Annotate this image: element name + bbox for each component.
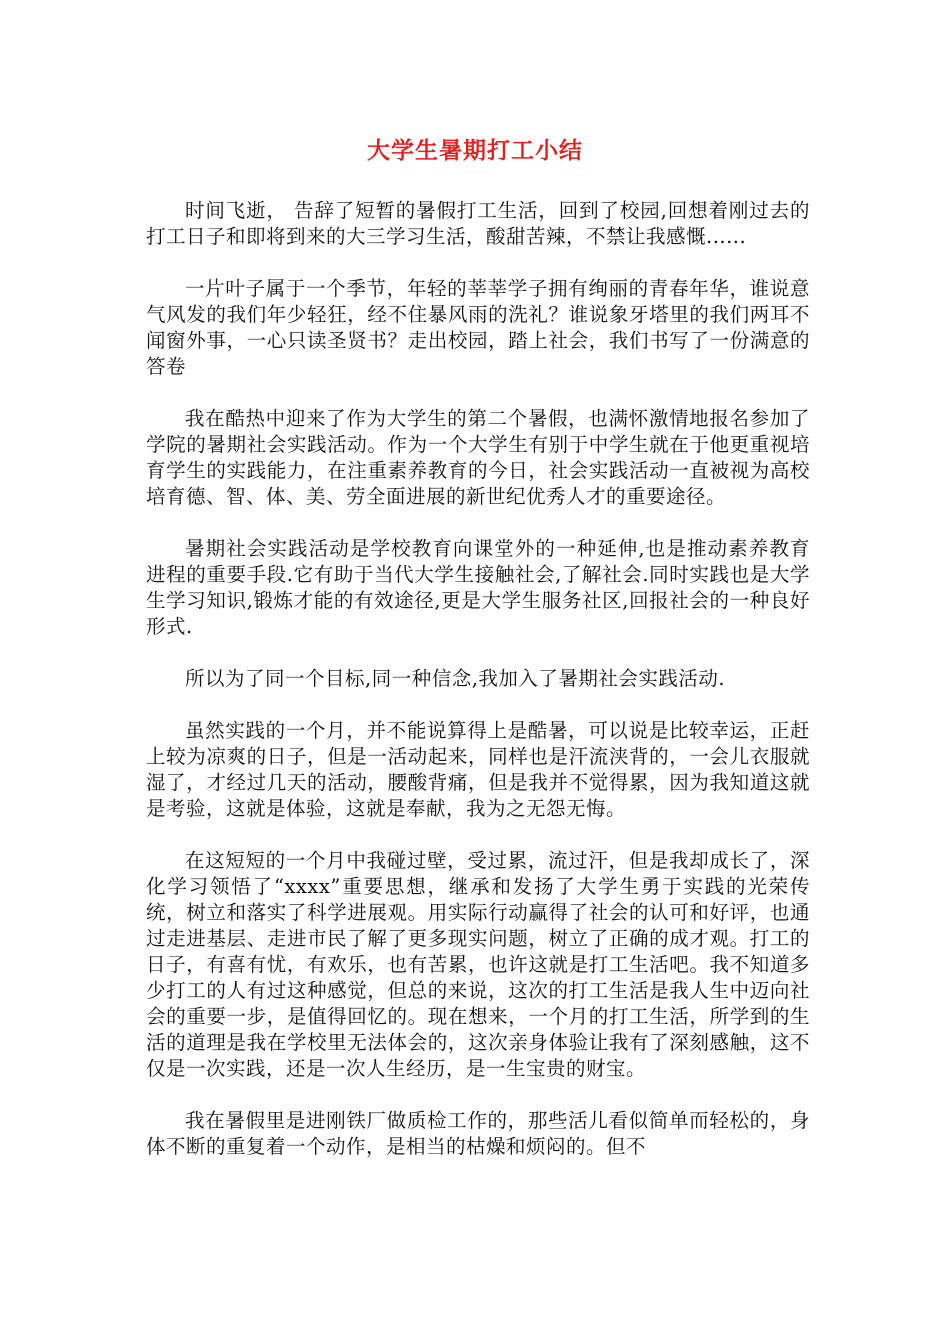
paragraph-5: 所以为了同一个目标,同一种信念,我加入了暑期社会实践活动.: [185, 667, 726, 690]
paragraph-6: 虽然实践的一个月，并不能说算得上是酷暑，可以说是比较幸运，正赶上较为凉爽的日子，但是一活动起来，同样也是汗流浃背的，一会儿衣服就湿了，才经过几天的活动，腰酸背痛，但是我并不觉得累，因为我知道这就是考验，这就是体验，这就是奉献，我为之无怨无悔。: [146, 719, 810, 820]
document-body: [146, 198, 810, 1186]
paragraph-2: 一片叶子属于一个季节，年轻的莘莘学子拥有绚丽的青春年华，谁说意气风发的我们年少轻狂，经不住暴风雨的洗礼？谁说象牙塔里的我们两耳不闻窗外事，一心只读圣贤书？走出校园，踏上社会，我们书写了一份满意的答卷: [146, 277, 810, 378]
paragraph-7: 在这短短的一个月中我碰过壁，受过累，流过汗，但是我却成长了，深化学习领悟了“xxxx”重要思想，继承和发扬了大学生勇于实践的光荣传统，树立和落实了科学进展观。用实际行动赢得了社会的认可和好评，也通过走进基层、走进市民了解了更多现实问题，树立了正确的成才观。打工的日子，有喜有忧，有欢乐，也有苦累，也许这就是打工生活吧。我不知道多少打工的人有过这种感觉，但总的来说，这次的打工生活是我人生中迈向社会的重要一步，是值得回忆的。现在想来，一个月的打工生活，所学到的生活的道理是我在学校里无法体会的，这次亲身体验让我有了深刻感触，这不仅是一次实践，还是一次人生经历，是一生宝贵的财宝。: [146, 849, 810, 1080]
document-title: 大学生暑期打工小结: [367, 138, 583, 164]
paragraph-8: 我在暑假里是进刚铁厂做质检工作的，那些活儿看似简单而轻松的，身体不断的重复着一个动作，是相当的枯燥和烦闷的。但不: [146, 1109, 810, 1158]
paragraph-1: 时间飞逝， 告辞了短暂的暑假打工生活，回到了校园,回想着刚过去的打工日子和即将到来的大三学习生活，酸甜苦辣，不禁让我感慨......: [146, 199, 810, 248]
paragraph-3: 我在酷热中迎来了作为大学生的第二个暑假，也满怀激情地报名参加了学院的暑期社会实践活动。作为一个大学生有别于中学生就在于他更重视培育学生的实践能力，在注重素养教育的今日，社会实践活动一直被视为高校培育德、智、体、美、劳全面进展的新世纪优秀人才的重要途径。: [146, 407, 810, 508]
paragraph-4: 暑期社会实践活动是学校教育向课堂外的一种延伸,也是推动素养教育进程的重要手段.它有助于当代大学生接触社会,了解社会.同时实践也是大学生学习知识,锻炼才能的有效途径,更是大学生服务社区,回报社会的一种良好形式.: [146, 537, 810, 638]
